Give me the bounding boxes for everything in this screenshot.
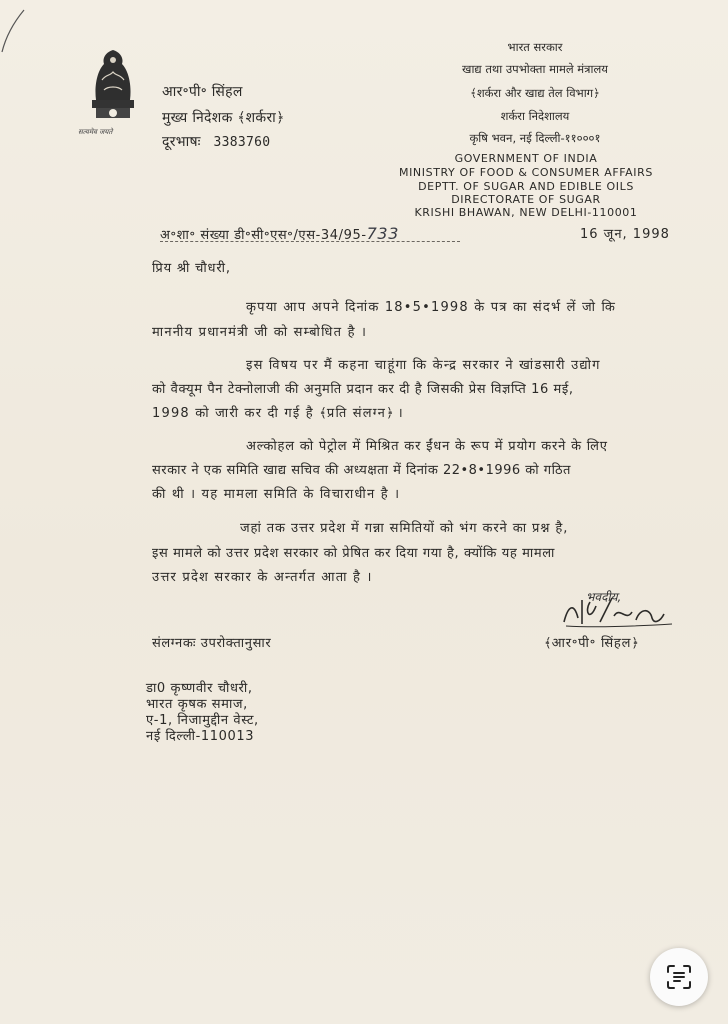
salutation: प्रिय श्री चौधरी,	[152, 261, 231, 276]
text-scan-icon	[665, 963, 693, 991]
paragraph-2-line-2: को वैक्यूम पैन टेक्नोलाजी की अनुमति प्रदान कर दी है जिसकी प्रेस विज्ञप्ति 16 मई,	[152, 382, 574, 397]
sender-designation: मुख्य निदेशक ﴾शर्करा﴿	[162, 110, 285, 126]
paragraph-2-line-3: 1998 को जारी कर दी गई है ﴾प्रति संलग्न﴿ ।	[152, 406, 404, 421]
paragraph-1-line-1: कृपया आप अपने दिनांक 18•5•1998 के पत्र का संदर्भ लें जो कि	[246, 300, 617, 315]
office-english-line-5: KRISHI BHAWAN, NEW DELHI-110001	[414, 206, 638, 219]
national-emblem-icon	[82, 40, 144, 136]
enclosure-note: संलग्नकः उपरोक्तानुसार	[152, 636, 272, 651]
addressee-line-3: ए-1, निजामुद्दीन वेस्ट,	[146, 713, 259, 728]
handwritten-signature	[560, 592, 680, 632]
paragraph-1-line-2: माननीय प्रधानमंत्री जी को सम्बोधित है ।	[152, 325, 368, 340]
reference-handwritten-number: 733	[366, 224, 399, 243]
office-hindi-line-5: कृषि भवन, नई दिल्ली-११०००१	[469, 131, 601, 145]
reference-prefix: अ॰शा॰ संख्या डी॰सी॰एस॰/एस-34/95-	[160, 228, 367, 243]
emblem-motto: सत्यमेव जयते	[78, 128, 113, 136]
paragraph-4-line-2: इस मामले को उत्तर प्रदेश सरकार को प्रेषित कर दिया गया है, क्योंकि यह मामला	[152, 546, 555, 561]
paragraph-4-line-3: उत्तर प्रदेश सरकार के अन्तर्गत आता है ।	[152, 570, 373, 585]
office-english-line-1: GOVERNMENT OF INDIA	[454, 152, 598, 165]
office-hindi-line-2: खाद्य तथा उपभोक्ता मामले मंत्रालय	[462, 62, 608, 76]
office-english-line-4: DIRECTORATE OF SUGAR	[451, 193, 601, 206]
office-hindi-line-4: शर्करा निदेशालय	[500, 109, 570, 123]
phone-number: 3383760	[213, 135, 271, 150]
office-english-line-3: DEPTT. OF SUGAR AND EDIBLE OILS	[418, 180, 634, 193]
office-hindi-line-3: ﴾शर्करा और खाद्य तेल विभाग﴿	[470, 86, 600, 100]
letter-date: 16 जून, 1998	[580, 227, 670, 242]
phone-label: दूरभाषः	[162, 134, 201, 150]
addressee-line-4: नई दिल्ली-110013	[146, 729, 255, 744]
office-hindi-line-1: भारत सरकार	[507, 40, 563, 54]
text-scan-button[interactable]	[650, 948, 708, 1006]
paragraph-4-line-1: जहां तक उत्तर प्रदेश में गन्ना समितियों को भंग करने का प्रश्न है,	[240, 521, 569, 536]
margin-mark	[0, 0, 30, 60]
paragraph-3-line-1: अल्कोहल को पेट्रोल में मिश्रित कर ईंधन के रूप में प्रयोग करने के लिए	[246, 439, 608, 454]
reference-underline	[160, 241, 460, 242]
valediction: भवदीय,	[586, 590, 622, 604]
sender-name: आर॰पी॰ सिंहल	[162, 84, 243, 100]
paragraph-3-line-2: सरकार ने एक समिति खाद्य सचिव की अध्यक्षता में दिनांक 22•8•1996 को गठित	[152, 463, 571, 478]
paragraph-2-line-1: इस विषय पर मैं कहना चाहूंगा कि केन्द्र सरकार ने खांडसारी उद्योग	[246, 358, 601, 373]
sender-phone-row	[162, 132, 270, 151]
paragraph-3-line-3: की थी । यह मामला समिति के विचाराधीन है ।	[152, 487, 401, 502]
office-english-line-2: MINISTRY OF FOOD & CONSUMER AFFAIRS	[399, 166, 653, 179]
signatory-name: ﴾आर॰पी॰ सिंहल﴿	[544, 636, 639, 651]
addressee-line-1: डा0 कृष्णवीर चौधरी,	[146, 681, 253, 696]
addressee-line-2: भारत कृषक समाज,	[146, 697, 248, 712]
